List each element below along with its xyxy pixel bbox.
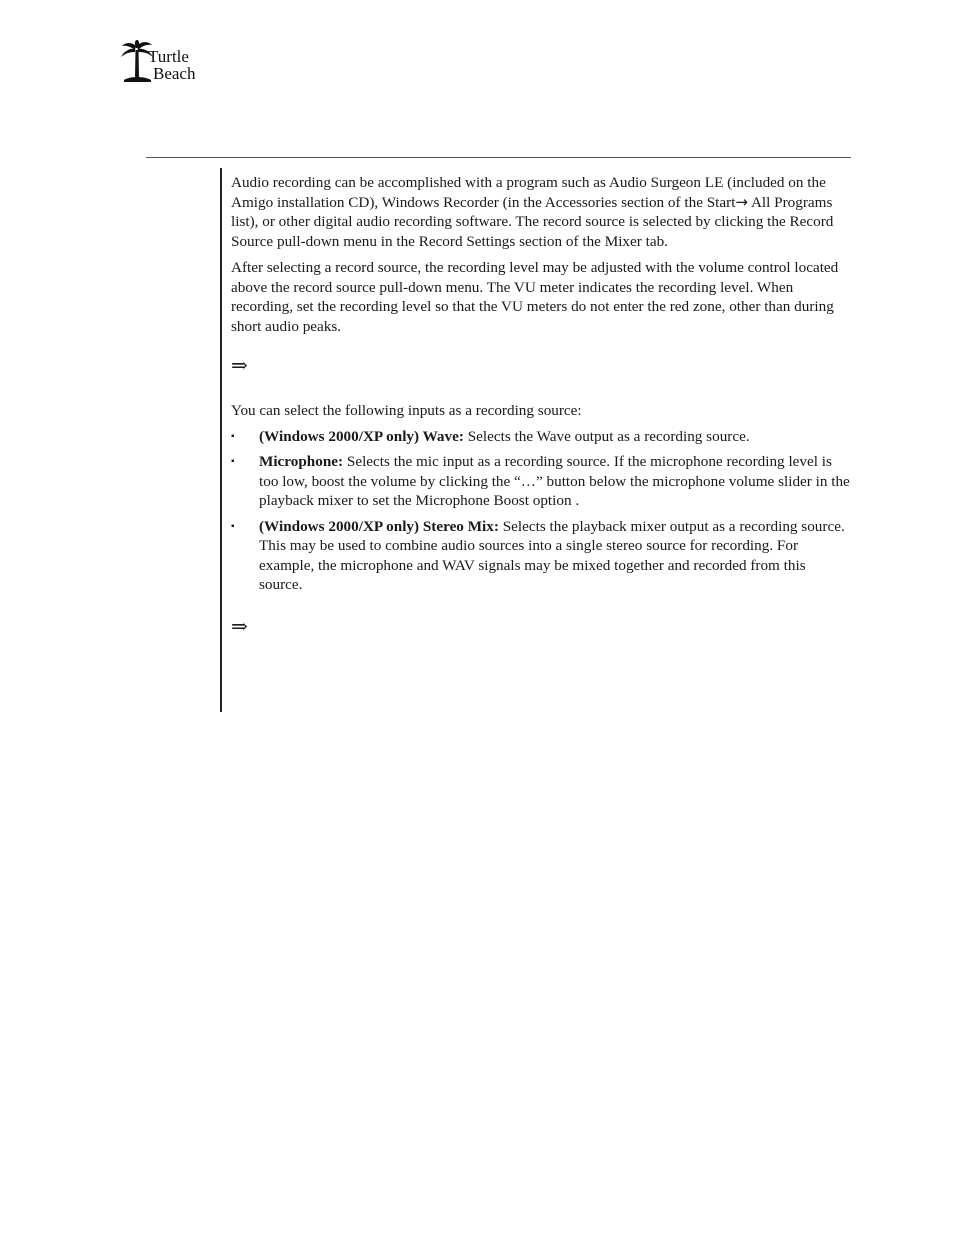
list-item: [231, 452, 851, 511]
list-item: [231, 427, 851, 447]
logo-line-2: Beach: [153, 64, 196, 83]
inputs-intro: You can select the following inputs as a recording source:: [231, 402, 582, 419]
recording-source-list: [231, 427, 851, 595]
list-item-text: Selects the Wave output as a recording source.: [463, 427, 750, 445]
turtle-beach-logo: [120, 40, 210, 86]
main-content: [231, 173, 851, 637]
header-divider: [146, 157, 851, 158]
list-item-label: (Windows 2000/XP only) Wave:: [259, 427, 464, 445]
logo-line-1: Turtle: [148, 47, 189, 66]
logo-wordmark: [148, 48, 195, 82]
margin-rule: [220, 168, 222, 712]
paragraph-text-part-1: Audio recording can be accomplished with a program such as Audio Surgeon LE (included on the Amigo installation CD), Windows Recorder (in the Accessories section of the Start: [231, 174, 826, 211]
recording-intro-paragraph: [231, 173, 851, 251]
list-item-text: Selects the playback mixer output as a recording source. This may be used to combine audio sources into a single stereo source for recording. For example, the microphone and WAV signals may be mixed together and recorded from this source.: [259, 517, 845, 593]
right-arrow-icon: →: [735, 192, 748, 211]
list-item-label: Microphone:: [259, 453, 344, 470]
bullet-icon: ▪: [231, 456, 235, 467]
list-item: [231, 517, 851, 595]
bullet-icon: ▪: [231, 430, 235, 442]
bullet-icon: ▪: [231, 520, 235, 532]
paragraph-text-part-2: All Programs list), or other digital audio recording software. The record source is selected by clicking the Record Source pull-down menu in the Record Settings section of the Mixer tab.: [231, 193, 834, 250]
list-item-text: Selects the mic input as a recording source. If the microphone recording level is too low, boost the volume by clicking the “…” button below the microphone volume slider in the playback mixer to set the Microphone Boost option .: [259, 453, 850, 509]
note-arrow-icon: ⇒: [231, 355, 248, 377]
recording-level-paragraph: After selecting a record source, the recording level may be adjusted with the volume control located above the record source pull-down menu. The VU meter indicates the recording level. When recording, set the recording level so that the VU meters do not enter the red zone, other than during short audio peaks.: [231, 259, 839, 335]
list-item-label: (Windows 2000/XP only) Stereo Mix:: [259, 517, 499, 535]
note-arrow-icon-2: ⇒: [231, 615, 248, 638]
